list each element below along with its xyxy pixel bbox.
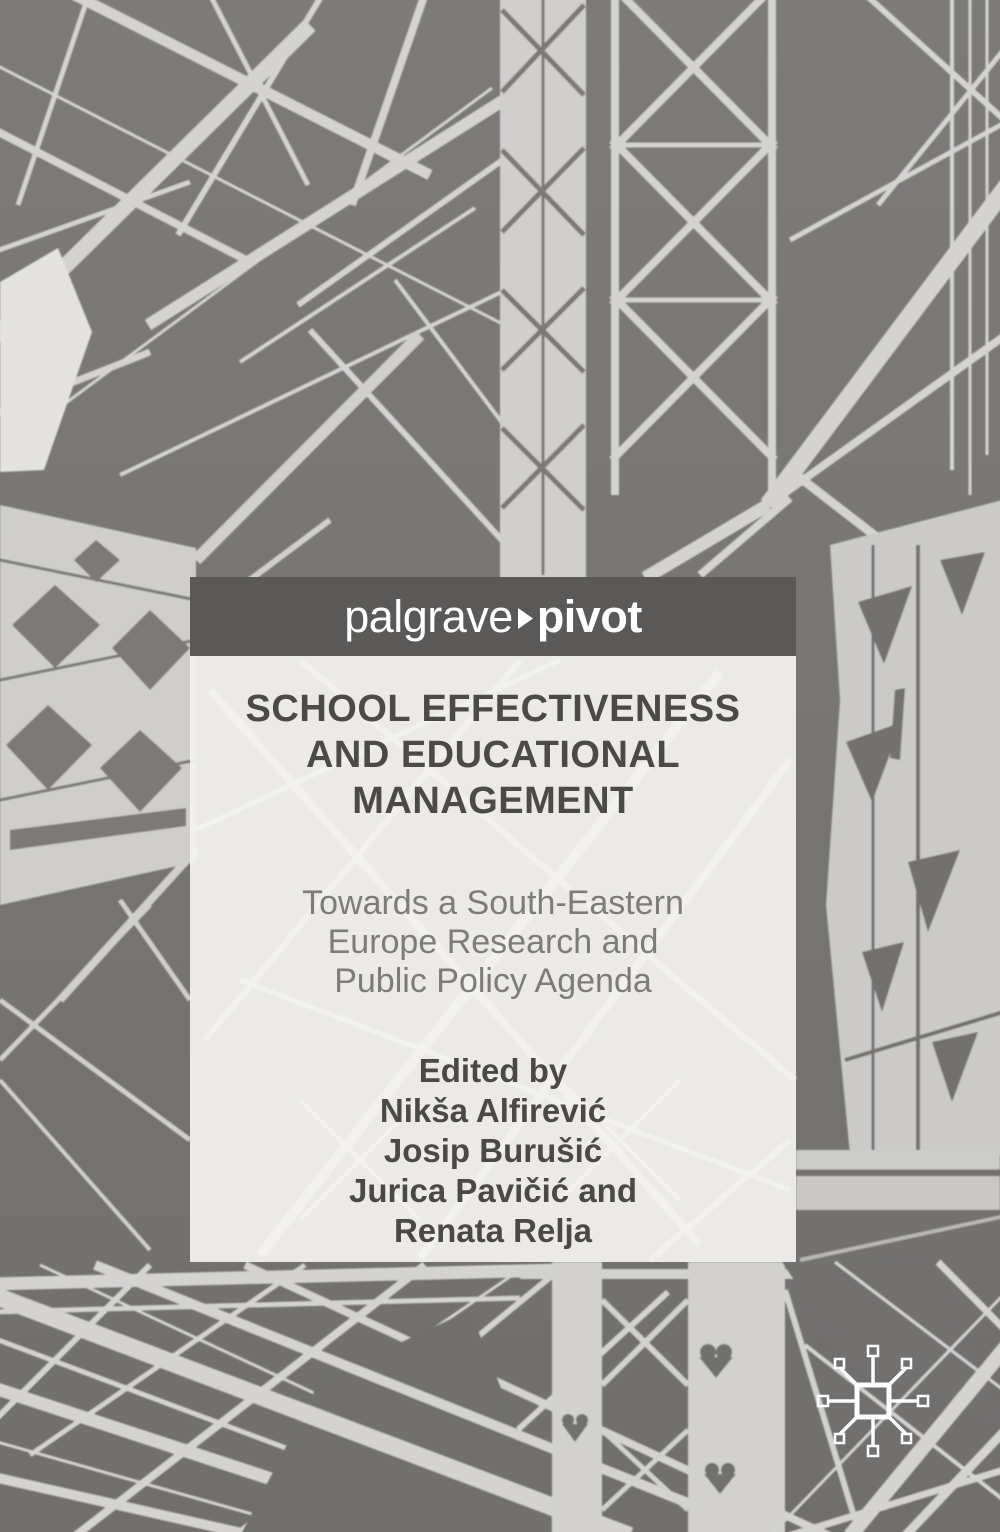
edited-by-label: Edited by: [418, 1052, 568, 1089]
book-subtitle: [190, 884, 796, 1001]
editor-name: Jurica Pavičić and: [349, 1172, 637, 1209]
book-title-line: SCHOOL EFFECTIVENESS: [245, 688, 741, 730]
book-subtitle-line: Public Policy Agenda: [334, 962, 652, 1000]
editors-block: [190, 1051, 796, 1251]
book-title-line: MANAGEMENT: [352, 780, 634, 822]
editor-name: Nikša Alfirević: [379, 1092, 607, 1129]
publisher-name-light: palgrave: [344, 590, 513, 642]
editor-name: Josip Burušić: [383, 1132, 603, 1169]
publisher-banner: [190, 577, 796, 656]
book-title-line: AND EDUCATIONAL: [305, 734, 681, 776]
book-subtitle-line: Towards a South-Eastern: [302, 884, 684, 922]
book-title: [190, 686, 796, 824]
title-panel: [190, 656, 796, 1262]
publisher-name-bold: pivot: [536, 590, 642, 642]
pivot-sunburst-icon: [816, 1344, 930, 1458]
book-subtitle-line: Europe Research and: [327, 923, 659, 961]
palgrave-pivot-logo: [344, 591, 642, 643]
play-arrow-icon: [517, 608, 534, 629]
editor-name: Renata Relja: [393, 1212, 593, 1249]
